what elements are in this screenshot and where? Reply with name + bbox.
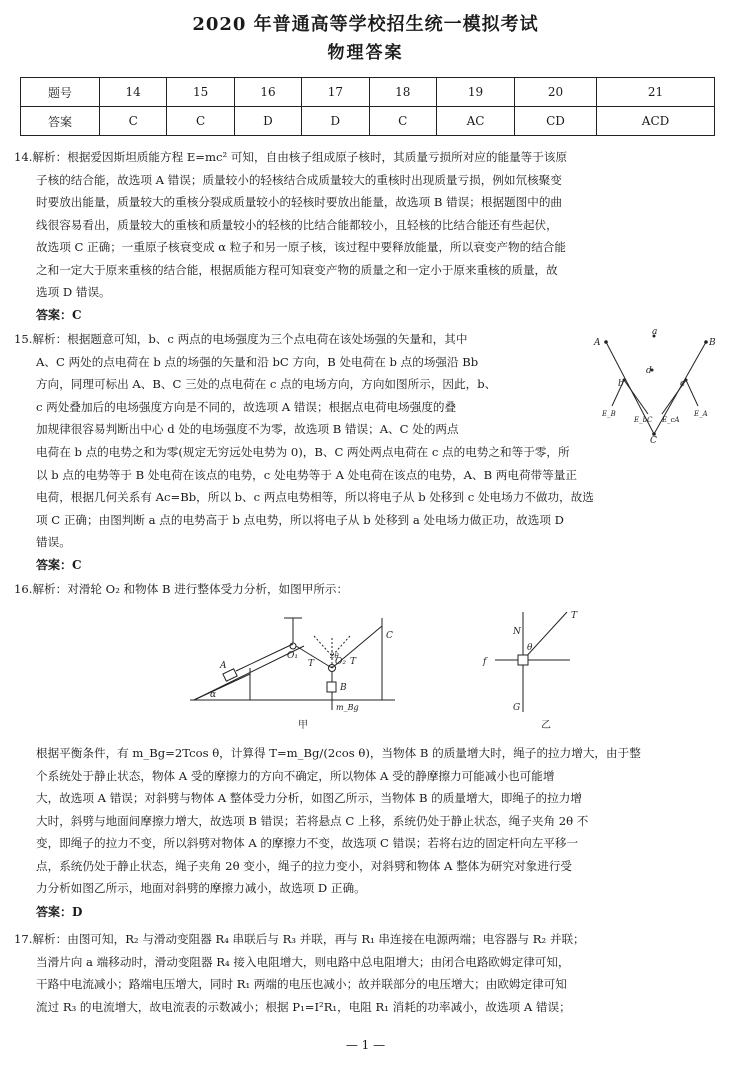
q16-solution (14, 742, 716, 900)
block-b (327, 682, 336, 692)
page-number: — 1 — (345, 1038, 386, 1052)
label-theta: θ (527, 643, 533, 653)
text-line: 方向，同理可标出 A、B、C 三处的点电荷在 c 点的电场方向，方向如图所示，因此，b、 (36, 377, 497, 391)
point-b-charge (704, 340, 708, 344)
q14-answer: 答案：C (36, 308, 82, 322)
text-line: 变，即绳子的拉力不变，所以斜劈对物体 A 的摩擦力不变，故选项 C 错误；若将右边的固定杆向左平移一 (36, 836, 579, 850)
label-a: a (652, 328, 658, 337)
label-alpha: α (210, 690, 217, 700)
rope-a-to-o1 (236, 644, 293, 671)
text-line: 线很容易看出，质量较大的重核和质量较小的轻核的比结合能都较小，且轻核的比结合能还有些起伏， (36, 217, 558, 232)
page-subtitle: 物理答案 (327, 43, 404, 63)
text-line: 之和一定大于原来重核的结合能，根据质能方程可知衰变产物的质量之和一定小于原来重核的质量，故 (36, 262, 558, 277)
answer-cell: C (369, 107, 436, 136)
vector-ea (686, 380, 698, 406)
answer-cell: D (234, 107, 301, 136)
text-line: 15.解析：根据题意可知，b、c 两点的电场强度为三个点电荷在该处场强的矢量和，其中 (14, 332, 468, 346)
text-line: 以 b 点的电势等于 B 处电荷在该点的电势，c 处电势等于 A 处电荷在该点的电势，A、B 两电荷带等量正 (36, 467, 577, 482)
label-o1: O₁ (287, 651, 298, 661)
label-mbg: m_Bg (336, 703, 359, 712)
caption-yi: 乙 (541, 720, 551, 731)
question-cell: 14 (100, 78, 167, 107)
answer-cell: D (302, 107, 369, 136)
text-line: 个系统处于静止状态，物体 A 受的摩擦力的方向不确定，所以物体 A 受的静摩擦力可能减小也可能增 (36, 768, 555, 783)
text-line: c 两处叠加后的电场强度方向是不同的，故选项 A 错误；根据点电荷电场强度的叠 (36, 399, 457, 414)
caption-jia: 甲 (298, 720, 308, 731)
label-b: b (618, 379, 624, 389)
label-T: T (571, 611, 578, 621)
text-line: 14.解析：根据爱因斯坦质能方程 E=mc² 可知，自由核子组成原子核时，其质量亏损所对应的能量等于该原 (14, 150, 568, 164)
question-cell: 20 (515, 78, 597, 107)
label-EbC: E_bC (634, 416, 653, 424)
q15-solution-top (14, 328, 589, 441)
question-cell: 15 (167, 78, 234, 107)
q15-solution-bottom (14, 441, 716, 554)
answer-cell: C (167, 107, 234, 136)
text-line: 根据平衡条件，有 m_Bg=2Tcos θ，计算得 T=m_Bg/(2cos θ)，当物体 B 的质量增大时，绳子的拉力增大，由于整 (36, 746, 641, 760)
pulley-o1 (290, 643, 296, 649)
text-line: 选项 D 错误。 (36, 285, 111, 299)
answer-row (21, 107, 715, 136)
label-A: A (594, 338, 601, 348)
text-line: 项 C 正确；由图判断 a 点的电势高于 b 点电势，所以将电子从 b 处移到 a 处电场力做正功，故选项 D (36, 512, 564, 527)
q16-intro (14, 578, 716, 601)
text-line: 电荷在 b 点的电势之和为零(规定无穷远处电势为 0)，B、C 两处两点电荷在 c 点的电势之和等于零，所 (36, 445, 570, 459)
label-f: f (483, 657, 487, 667)
question-cell: 18 (369, 78, 436, 107)
label-N: N (513, 627, 521, 637)
label-2theta: 2θ (330, 652, 339, 660)
text-line: 大，故选项 A 错误；对斜劈与物体 A 整体受力分析，如图乙所示，当物体 B 的质量增大，即绳子的拉力增 (36, 791, 582, 805)
text-line: A、C 两处的点电荷在 b 点的场强的矢量和沿 bC 方向，B 处电荷在 b 点的场强沿 Bb (36, 354, 479, 369)
label-B: B (709, 338, 716, 348)
text-line: 错误。 (36, 535, 71, 549)
question-number-row (21, 78, 715, 107)
label-t-right: T (350, 657, 357, 667)
text-line: 点，系统仍处于静止状态，绳子夹角 2θ 变小，绳子的拉力变小，对斜劈和物体 A 整体为研究对象进行受 (36, 858, 573, 873)
label-EB: E_B (602, 410, 616, 418)
text-line: 加规律很容易判断出中心 d 处的电场强度不为零，故选项 B 错误；A、C 处的两点 (36, 422, 459, 436)
question-cell: 17 (302, 78, 369, 107)
row-label: 题号 (21, 78, 100, 107)
label-o2: O₂ (335, 657, 346, 667)
label-t-left: T (308, 659, 315, 669)
q16-answer: 答案：D (36, 905, 83, 919)
q15-answer: 答案：C (36, 558, 82, 572)
label-A: A (220, 661, 227, 671)
label-C: C (650, 436, 657, 443)
answer-table (20, 77, 715, 136)
body-box (518, 655, 528, 665)
text-line: 时要放出能量，质量较大的重核分裂成质量较小的轻核时要放出能量，故选项 B 错误；根据题图中的曲 (36, 195, 563, 209)
point-a-charge (604, 340, 608, 344)
answer-cell: AC (436, 107, 514, 136)
q16-figure-jia (190, 606, 410, 731)
text-line: 流过 R₃ 的电流增大，故电流表的示数减小；根据 P₁=I²R₁，电阻 R₁ 消耗的功率减小，故选项 A 错误； (36, 999, 571, 1014)
question-cell: 19 (436, 78, 514, 107)
answer-cell: ACD (597, 107, 715, 136)
label-B: B (340, 683, 347, 693)
text-line: 力分析如图乙所示，地面对斜劈的摩擦力减小，故选项 D 正确。 (36, 881, 366, 895)
answer-cell: C (100, 107, 167, 136)
text-line: 子核的结合能，故选项 A 错误；质量较小的轻核结合成质量较大的重核时出现质量亏损，例如氘核聚变 (36, 172, 562, 187)
text-line: 电荷，根据几何关系有 Ac=Bb，所以 b、c 两点电势相等，所以将电子从 b 处移到 c 处电场力不做功，故选 (36, 490, 594, 504)
question-cell: 21 (597, 78, 715, 107)
label-d: d (646, 366, 652, 376)
label-c: c (680, 379, 686, 389)
text-line: 16.解析：对滑轮 O₂ 和物体 B 进行整体受力分析，如图甲所示： (14, 582, 349, 596)
text-line: 故选项 C 正确；一重原子核衰变成 α 粒子和另一原子核，该过程中要释放能量，所以衰变产物的结合能 (36, 240, 566, 254)
label-G: G (513, 703, 521, 713)
label-EcA: E_cA (662, 416, 680, 424)
answer-cell: CD (515, 107, 597, 136)
row-label: 答案 (21, 107, 100, 136)
q15-field-diagram (592, 328, 722, 443)
vector-ebc (624, 380, 648, 414)
text-line: 干路中电流减小；路端电压增大，同时 R₁ 两端的电压也减小；故并联部分的电压增大；由欧姆定律可知 (36, 977, 567, 991)
q17-solution (14, 928, 716, 1018)
text-line: 大时，斜劈与地面间摩擦力增大，故选项 B 错误；若将悬点 C 上移，系统仍处于静止状态，绳子夹角 2θ 不 (36, 813, 589, 828)
q14-solution (14, 146, 716, 304)
label-EA: E_A (694, 410, 708, 418)
text-line: 当滑片向 a 端移动时，滑动变阻器 R₄ 接入电阻增大，则电路中总电阻增大；由闭合电路欧姆定律可知， (36, 954, 570, 969)
label-C: C (386, 631, 393, 641)
q16-figure-yi (475, 606, 585, 731)
question-cell: 16 (234, 78, 301, 107)
page-title: 2020 年普通高等学校招生统一模拟考试 (192, 14, 539, 35)
text-line: 17.解析：由图可知，R₂ 与滑动变阻器 R₄ 串联后与 R₃ 并联，再与 R₁ 串连接在电源两端；电容器与 R₂ 并联； (14, 932, 585, 946)
